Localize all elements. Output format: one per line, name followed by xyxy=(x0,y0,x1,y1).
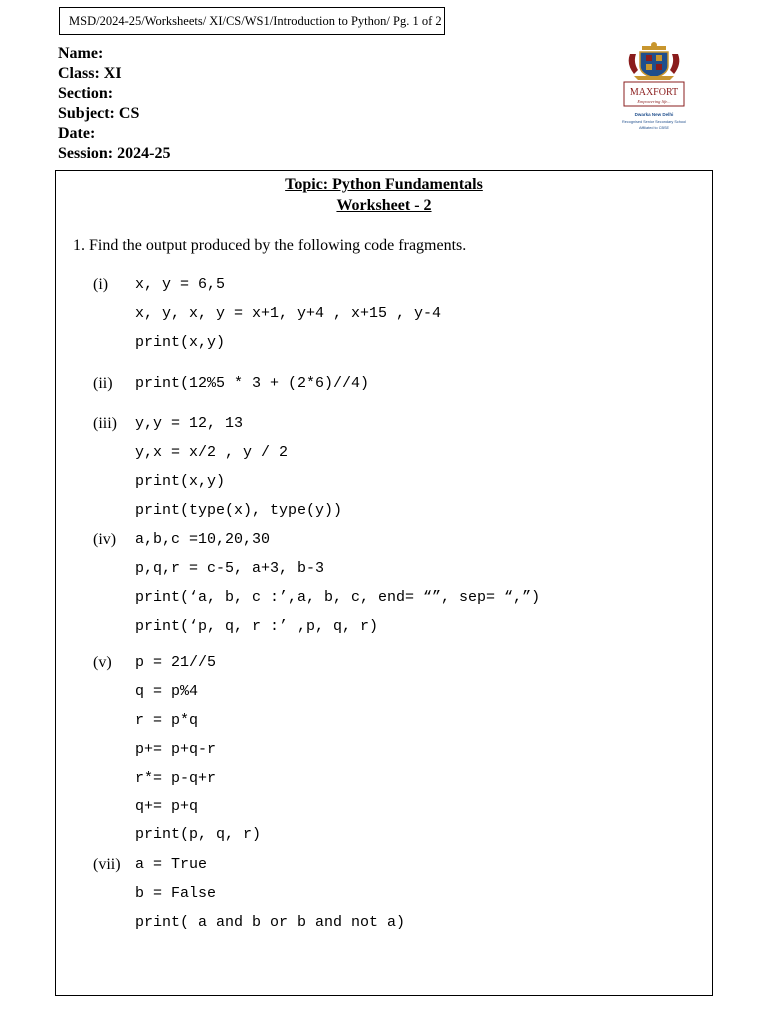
code-line: print(‘a, b, c :’,a, b, c, end= “”, sep= “,”) xyxy=(135,589,541,606)
student-info xyxy=(58,44,170,164)
topic-title: Topic: Python Fundamentals xyxy=(285,176,483,193)
document-reference: MSD/2024-25/Worksheets/ XI/CS/WS1/Introduction to Python/ Pg. 1 of 2 xyxy=(59,7,445,35)
part-label-iv: (iv) xyxy=(93,531,117,548)
code-line: p,q,r = c-5, a+3, b-3 xyxy=(135,560,325,577)
code-line: b = False xyxy=(135,885,217,902)
code-line: a = True xyxy=(135,856,208,873)
school-logo xyxy=(606,40,702,136)
session-field: Session: 2024-25 xyxy=(58,145,171,162)
code-line: r*= p-q+r xyxy=(135,770,217,787)
logo-line1: Recognised Senior Secondary School xyxy=(622,120,686,124)
code-line: print( a and b or b and not a) xyxy=(135,914,406,931)
worksheet-title: Worksheet - 2 xyxy=(336,197,432,214)
code-line: print(type(x), type(y)) xyxy=(135,502,343,519)
code-line: x, y = 6,5 xyxy=(135,276,226,293)
part-label-vii: (vii) xyxy=(93,856,121,873)
code-line: p+= p+q-r xyxy=(135,741,217,758)
section-field: Section: xyxy=(58,85,114,102)
code-line: print(x,y) xyxy=(135,473,226,490)
code-line: print(‘p, q, r :’ ,p, q, r) xyxy=(135,618,379,635)
code-line: q = p%4 xyxy=(135,683,199,700)
code-line: y,y = 12, 13 xyxy=(135,415,244,432)
code-line: a,b,c =10,20,30 xyxy=(135,531,271,548)
part-label-iii: (iii) xyxy=(93,415,117,432)
crest-icon xyxy=(629,42,680,80)
logo-location: Dwarka New Delhi xyxy=(634,112,674,117)
code-line: print(12%5 * 3 + (2*6)//4) xyxy=(135,375,370,392)
code-line: r = p*q xyxy=(135,712,199,729)
logo-line2: Affiliated to CBSE xyxy=(638,126,670,130)
logo-tagline: Empowering life... xyxy=(637,99,671,104)
part-label-ii: (ii) xyxy=(93,375,113,392)
code-line: x, y, x, y = x+1, y+4 , x+15 , y-4 xyxy=(135,305,442,322)
date-field: Date: xyxy=(58,125,96,142)
logo-name: MAXFORT xyxy=(629,87,679,98)
subject-field: Subject: CS xyxy=(58,105,140,122)
class-field: Class: XI xyxy=(58,65,122,82)
code-line: print(x,y) xyxy=(135,334,226,351)
code-line: y,x = x/2 , y / 2 xyxy=(135,444,289,461)
code-line: q+= p+q xyxy=(135,798,199,815)
part-label-v: (v) xyxy=(93,654,112,671)
code-line: p = 21//5 xyxy=(135,654,217,671)
name-field: Name: xyxy=(58,45,104,62)
question-1: 1. Find the output produced by the following code fragments. xyxy=(73,237,467,254)
code-line: print(p, q, r) xyxy=(135,826,262,843)
part-label-i: (i) xyxy=(93,276,109,293)
